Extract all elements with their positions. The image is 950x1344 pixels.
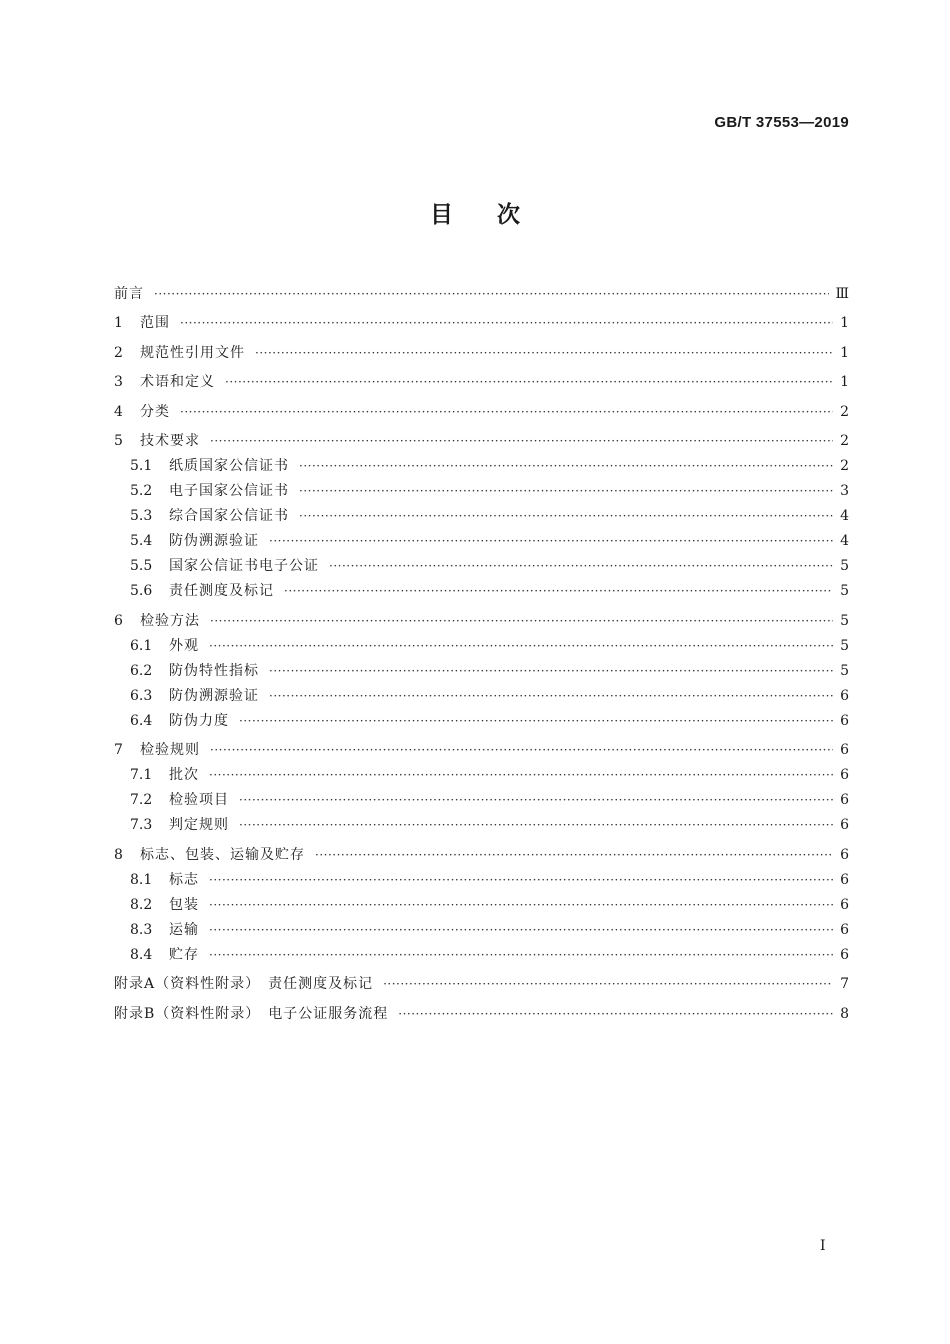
dot-leader: [329, 558, 833, 574]
toc-entry-number: 6.1: [130, 637, 153, 654]
toc-entry-number: 8.2: [130, 896, 153, 913]
toc-entry-number: 5: [114, 433, 123, 449]
toc-entry-label: 防伪溯源验证: [169, 687, 259, 704]
toc-entry-page: 6: [840, 896, 849, 913]
dot-leader: [239, 792, 833, 808]
toc-entry[interactable]: [114, 963, 849, 993]
toc-entry[interactable]: [114, 331, 849, 361]
toc-entry-page: 5: [840, 558, 849, 574]
toc-entry-number: 5.1: [130, 458, 153, 474]
toc-entry-label: 附录A（资料性附录） 责任测度及标记: [114, 976, 374, 992]
toc-entry-page: 6: [840, 792, 849, 808]
toc-entry-label: 判定规则: [169, 817, 229, 833]
dot-leader: [210, 613, 833, 629]
toc-entry-label: 国家公信证书电子公证: [169, 558, 319, 574]
dot-leader: [210, 742, 833, 758]
table-of-contents: [114, 272, 849, 1022]
toc-subentry[interactable]: [114, 758, 849, 783]
toc-entry-page: 5: [840, 612, 849, 629]
toc-entry-label: 责任测度及标记: [169, 583, 274, 599]
toc-entry-number: 5.3: [130, 508, 153, 524]
dot-leader: [284, 583, 833, 599]
toc-subentry[interactable]: [114, 704, 849, 729]
toc-entry-label: 附录B（资料性附录） 电子公证服务流程: [114, 1005, 389, 1022]
toc-entry[interactable]: [114, 302, 849, 332]
toc-subentry[interactable]: [114, 938, 849, 963]
toc-entry-page: 1: [840, 315, 849, 331]
toc-entry-number: 8: [114, 846, 123, 863]
toc-subentry[interactable]: [114, 499, 849, 524]
page-title: 目次: [430, 202, 564, 228]
toc-entry[interactable]: [114, 272, 849, 302]
toc-entry-page: 6: [840, 712, 849, 729]
toc-subentry[interactable]: [114, 549, 849, 574]
toc-entry-page: 5: [840, 662, 849, 679]
dot-leader: [269, 663, 833, 679]
dot-leader: [299, 458, 833, 474]
toc-subentry[interactable]: [114, 474, 849, 499]
dot-leader: [209, 767, 833, 783]
toc-entry-page: 2: [840, 433, 849, 449]
toc-entry-page: 6: [840, 687, 849, 704]
toc-entry-label: 标志、包装、运输及贮存: [140, 846, 305, 863]
toc-subentry[interactable]: [114, 524, 849, 549]
toc-entry-label: 检验规则: [140, 742, 200, 758]
dot-leader: [209, 897, 833, 913]
dot-leader: [239, 713, 833, 729]
toc-entry-label: 分类: [140, 403, 170, 420]
toc-entry-number: 7.3: [130, 817, 153, 833]
toc-entry-page: 3: [840, 483, 849, 499]
toc-subentry[interactable]: [114, 629, 849, 654]
toc-entry-number: 3: [114, 374, 123, 390]
toc-entry-number: 5.4: [130, 533, 153, 549]
toc-entry-number: 8.4: [130, 946, 153, 963]
toc-entry-label: 批次: [169, 767, 199, 783]
toc-entry-label: 防伪溯源验证: [169, 533, 259, 549]
toc-entry-label: 包装: [169, 896, 199, 913]
toc-entry-page: 7: [840, 976, 849, 992]
toc-entry-number: 5.5: [130, 558, 153, 574]
toc-subentry[interactable]: [114, 574, 849, 599]
dot-leader: [255, 345, 833, 361]
toc-entry-page: 6: [840, 846, 849, 863]
toc-entry-label: 防伪特性指标: [169, 662, 259, 679]
toc-entry-label: 前言: [114, 285, 144, 302]
toc-entry-number: 1: [114, 315, 123, 331]
toc-entry-number: 5.6: [130, 583, 153, 599]
dot-leader: [180, 404, 833, 420]
toc-entry-number: 7.2: [130, 792, 153, 808]
toc-entry[interactable]: [114, 729, 849, 759]
toc-entry-page: 1: [840, 374, 849, 390]
toc-entry-number: 7.1: [130, 767, 153, 783]
dot-leader: [209, 638, 833, 654]
toc-subentry[interactable]: [114, 449, 849, 474]
dot-leader: [154, 286, 829, 302]
toc-entry-number: 6.3: [130, 687, 153, 704]
toc-entry-number: 2: [114, 344, 123, 361]
toc-entry-label: 技术要求: [140, 433, 200, 449]
toc-entry-label: 电子国家公信证书: [169, 483, 289, 499]
toc-entry-page: 6: [840, 767, 849, 783]
dot-leader: [209, 922, 833, 938]
toc-subentry[interactable]: [114, 808, 849, 833]
toc-entry-page: 2: [840, 403, 849, 420]
dot-leader: [239, 817, 833, 833]
toc-entry-label: 标志: [169, 871, 199, 888]
toc-entry[interactable]: [114, 420, 849, 450]
toc-entry-label: 检验项目: [169, 792, 229, 808]
toc-entry-label: 运输: [169, 921, 199, 938]
toc-entry[interactable]: [114, 361, 849, 391]
dot-leader: [209, 872, 833, 888]
toc-entry-page: 2: [840, 458, 849, 474]
toc-entry-page: 6: [840, 946, 849, 963]
toc-entry[interactable]: [114, 833, 849, 863]
toc-entry-label: 检验方法: [140, 612, 200, 629]
toc-entry-page: 6: [840, 742, 849, 758]
toc-entry[interactable]: [114, 599, 849, 629]
toc-entry-page: 6: [840, 871, 849, 888]
toc-entry-number: 6.4: [130, 712, 153, 729]
dot-leader: [299, 508, 833, 524]
standard-code: GB/T 37553—2019: [714, 114, 849, 131]
toc-entry-page: 5: [840, 637, 849, 654]
toc-subentry[interactable]: [114, 913, 849, 938]
dot-leader: [269, 533, 833, 549]
toc-entry-number: 5.2: [130, 483, 153, 499]
toc-entry-label: 纸质国家公信证书: [169, 458, 289, 474]
dot-leader: [225, 374, 833, 390]
toc-subentry[interactable]: [114, 679, 849, 704]
toc-subentry[interactable]: [114, 654, 849, 679]
toc-entry-label: 外观: [169, 637, 199, 654]
toc-entry-label: 综合国家公信证书: [169, 508, 289, 524]
toc-entry-label: 术语和定义: [140, 374, 215, 390]
toc-entry-label: 规范性引用文件: [140, 344, 245, 361]
dot-leader: [210, 433, 833, 449]
toc-entry-page: 6: [840, 921, 849, 938]
toc-subentry[interactable]: [114, 783, 849, 808]
toc-entry-number: 7: [114, 742, 123, 758]
dot-leader: [269, 688, 833, 704]
dot-leader: [383, 976, 833, 992]
toc-entry-label: 防伪力度: [169, 712, 229, 729]
toc-entry-number: 8.3: [130, 921, 153, 938]
toc-entry-number: 6.2: [130, 662, 153, 679]
toc-entry-page: 8: [840, 1005, 849, 1022]
toc-entry-label: 贮存: [169, 946, 199, 963]
toc-subentry[interactable]: [114, 888, 849, 913]
toc-entry-page: Ⅲ: [835, 285, 849, 302]
dot-leader: [209, 947, 833, 963]
toc-entry-page: 4: [840, 533, 849, 549]
toc-entry-page: 1: [840, 344, 849, 361]
toc-entry-number: 4: [114, 403, 123, 420]
dot-leader: [180, 315, 833, 331]
dot-leader: [398, 1006, 833, 1022]
dot-leader: [299, 483, 833, 499]
toc-entry-label: 范围: [140, 315, 170, 331]
toc-entry-number: 6: [114, 612, 123, 629]
toc-entry-page: 6: [840, 817, 849, 833]
toc-entry[interactable]: [114, 390, 849, 420]
page-number: I: [820, 1238, 826, 1254]
dot-leader: [315, 847, 833, 863]
toc-subentry[interactable]: [114, 863, 849, 888]
toc-entry-number: 8.1: [130, 871, 153, 888]
toc-entry-page: 5: [840, 583, 849, 599]
toc-entry-page: 4: [840, 508, 849, 524]
toc-entry[interactable]: [114, 992, 849, 1022]
